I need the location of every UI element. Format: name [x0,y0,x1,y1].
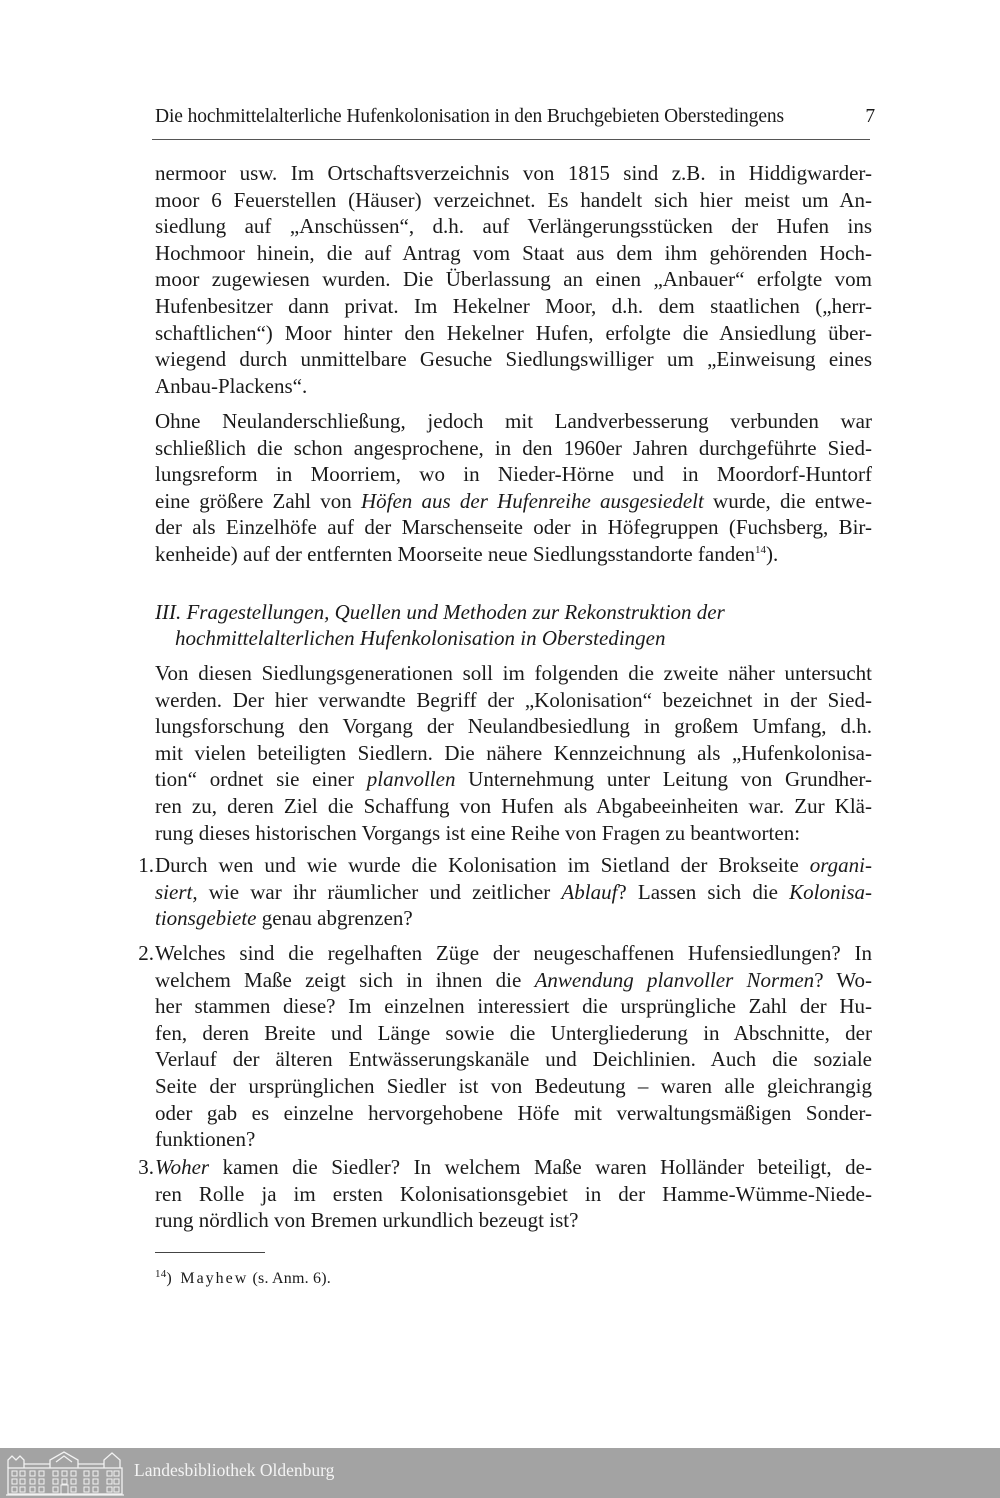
emphasis-text: tionsgebiete [155,906,257,931]
footnote-author: Mayhew [180,1270,249,1287]
text-run: wie war ihr räumlicher und zeitlicher [197,879,562,904]
paragraph-3 [155,660,872,846]
text-line: Anbau-Plackens“. [155,373,308,398]
footnote-mark-paren: ) [166,1270,172,1287]
text-line: ren Rolle ja im ersten Kolonisationsgebiet in der Hamme-Wümme-Niede- [155,1181,872,1206]
text-line [155,852,872,879]
footnote-mark: 14 [155,1268,167,1280]
paragraph-2 [155,408,872,568]
heading-line: III. Fragestellungen, Quellen und Methoden zur Rekonstruktion der [155,600,725,624]
text-line: rung dieses historischen Vorgangs ist eine Reihe von Fragen zu beantworten: [155,820,801,845]
emphasis-text: planvollen [366,767,456,792]
emphasis-text: Kolonisa- [789,879,872,904]
text-line [155,766,872,793]
emphasis-text: Ablauf [561,879,618,904]
text-line: rung nördlich von Bremen urkundlich bezeugt ist? [155,1208,579,1233]
text-run: Durch wen und wie wurde die Kolonisation im Sietland der Brokseite [155,853,810,877]
emphasis-text: Woher [155,1155,210,1179]
text-run: Unternehmung unter Leitung von Grundher- [455,767,873,792]
text-run: wurde, die entwe- [703,488,872,513]
footnote-reference[interactable]: 14 [755,543,767,556]
text-run: kenheide) auf der entfernten Moorseite neue Siedlungsstandorte fanden [155,541,756,566]
text-line: Ohne Neulanderschließung, jedoch mit Landverbesserung verbunden war [155,409,872,433]
text-line: der als Einzelhöfe auf der Marschenseite oder in Höfegruppen (Fuchsberg, Bir- [155,515,872,540]
text-line: Welches sind die regelhaften Züge der neugeschaffenen Hufensiedlungen? In [155,941,872,965]
footer-bar [0,1448,1000,1498]
list-number: 3. [138,1155,154,1179]
text-run: genau abgrenzen? [256,906,413,931]
list-number: 1. [138,853,154,877]
text-line [155,905,872,932]
list-number: 2. [138,941,154,965]
footnote-separator [155,1252,265,1253]
text-line: moor 6 Feuerstellen (Häuser) verzeichnet. Es handelt sich hier meist um An- [155,187,872,212]
text-line: siedlung auf „Anschüssen“, d.h. auf Verlängerungsstücken der Hufen ins [155,214,872,239]
text-line: funktionen? [155,1127,256,1152]
text-line: mit vielen beteiligten Siedlern. Die nähere Kennzeichnung als „Hufenkolonisa- [155,740,872,765]
text-line: wiegend durch unmittelbare Gesuche Siedlungswilliger um „Einweisung eines [155,347,872,372]
library-building-icon [6,1450,124,1496]
text-line: fen, deren Breite und Länge sowie die Untergliederung in Abschnitte, der [155,1020,872,1045]
text-line: nermoor usw. Im Ortschaftsverzeichnis von 1815 sind z.B. in Hiddigwarder- [155,161,872,185]
text-line: Hochmoor hinein, die auf Antrag vom Staat aus dem ihm gehörenden Hoch- [155,240,872,265]
text-line: Hufenbesitzer dann privat. Im Hekelner Moor, d.h. dem staatlichen („herr- [155,293,872,318]
text-run: kamen die Siedler? In welchem Maße waren Holländer beteiligt, de- [209,1155,872,1179]
text-line: ren zu, deren Ziel die Schaffung von Hufen als Abgabeeinheiten war. Zur Klä- [155,793,872,818]
text-line: lungsreform in Moorriem, wo in Nieder-Hörne und in Moordorf-Huntorf [155,462,872,487]
footnote-14 [155,1268,331,1288]
text-line [155,879,872,906]
text-run: ? Lassen sich die [617,879,790,904]
running-title: Die hochmittelalterliche Hufenkolonisation in den Bruchgebieten Oberstedingens [155,106,785,127]
text-line [155,488,872,515]
text-line: Verlauf der älteren Entwässerungskanäle und Deichlinien. Auch die soziale [155,1047,872,1072]
text-run: tion“ ordnet sie einer [155,767,367,792]
text-line: oder gab es einzelne hervorgehobene Höfe mit verwaltungsmäßigen Sonder- [155,1100,872,1125]
heading-line: hochmittelalterlichen Hufenkolonisation in Oberstedingen [175,626,666,650]
paragraph-1 [155,160,872,399]
text-line [155,541,872,568]
library-name-label: Landesbibliothek Oldenburg [134,1460,335,1480]
text-line: moor zugewiesen wurden. Die Überlassung an einen „Anbauer“ erfolgte vom [155,267,872,292]
text-line: her stammen diese? Im einzelnen interessiert die ursprüngliche Zahl der Hu- [155,994,872,1019]
text-run: welchem Maße zeigt sich in ihnen die [155,967,535,992]
question-text [155,852,872,932]
header-rule [152,139,870,140]
text-line: Von diesen Siedlungsgenerationen soll im folgenden die zweite näher untersucht [155,661,872,685]
text-line: schaftlichen“) Moor hinter den Hekelner Hufen, erfolgte die Ansiedlung über- [155,320,872,345]
emphasis-text: siert, [155,879,198,904]
text-run: eine größere Zahl von [155,488,361,513]
text-run: ? Wo- [814,967,872,992]
text-line: werden. Der hier verwandte Begriff der „Kolonisation“ bezeichnet in der Sied- [155,687,872,712]
emphasis-text: Anwendung planvoller Normen [534,967,815,992]
emphasis-text: organi- [809,853,872,877]
footnote-text: (s. Anm. 6). [248,1270,331,1287]
page-number: 7 [865,106,875,127]
question-text [155,1154,872,1234]
emphasis-text: Höfen aus der Hufenreihe ausgesiedelt [360,488,704,513]
text-line [155,1154,872,1181]
question-text [155,940,872,1153]
text-line [155,967,872,994]
text-run: ). [766,541,779,566]
text-line: lungsforschung den Vorgang der Neulandbesiedlung in großem Umfang, d.h. [155,714,872,739]
section-heading [155,599,872,651]
text-line: Seite der ursprünglichen Siedler ist von Bedeutung – waren alle gleichrangig [155,1073,872,1098]
text-line: schließlich die schon angesprochene, in den 1960er Jahren durchgeführte Sied- [155,435,872,460]
